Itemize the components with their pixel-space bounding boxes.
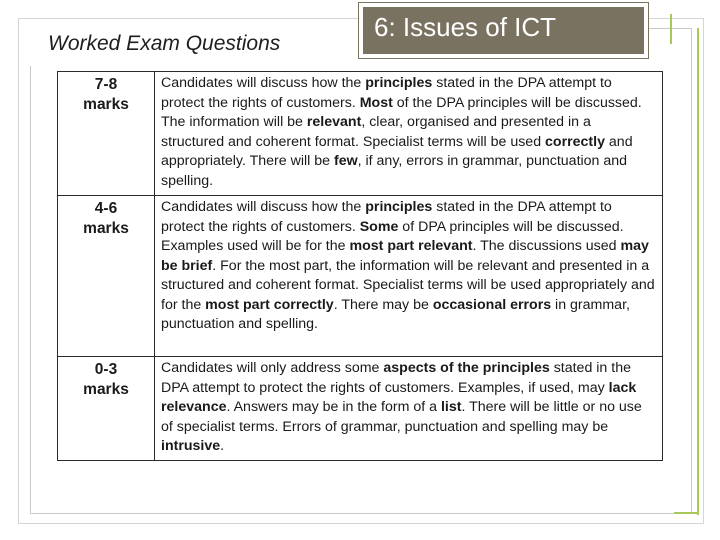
- emphasis-text: correctly: [545, 133, 605, 150]
- emphasis-text: Most: [359, 94, 393, 111]
- emphasis-text: occasional errors: [432, 296, 552, 313]
- description-text: . The discussions used: [472, 238, 621, 254]
- emphasis-text: may be brief: [161, 238, 649, 274]
- grade-cell: [58, 357, 155, 461]
- emphasis-text: relevant: [306, 114, 362, 130]
- emphasis-text: lack relevance: [161, 379, 637, 415]
- description-text: , if any, errors in grammar, punctuation and spelling.: [161, 153, 628, 189]
- grade-score: 7-8: [94, 76, 118, 93]
- grade-unit: marks: [83, 96, 129, 113]
- emphasis-text: aspects of the principles: [383, 360, 550, 376]
- description-text: . There will be little or no use of specialist terms. Errors of grammar, punctuation and spelling may be: [161, 399, 642, 435]
- slide-title-box: [359, 3, 648, 58]
- emphasis-text: most part correctly: [205, 296, 334, 313]
- grade-score: 0-3: [94, 361, 118, 378]
- table-row: [58, 72, 663, 196]
- grade-unit: marks: [83, 381, 129, 398]
- grade-score: 4-6: [94, 200, 118, 217]
- emphasis-text: few: [333, 153, 358, 169]
- description-cell: [155, 196, 663, 357]
- emphasis-text: intrusive: [161, 438, 221, 454]
- grade-unit: marks: [83, 220, 129, 237]
- description-text: of the DPA principles will be discussed. The information will be: [161, 94, 642, 130]
- green-accent-tick: [670, 14, 672, 44]
- green-accent-corner: [674, 512, 699, 514]
- table-row: [58, 357, 663, 461]
- emphasis-text: Some: [359, 218, 399, 235]
- slide-subtitle: Worked Exam Questions: [48, 32, 281, 55]
- emphasis-text: most part relevant: [349, 238, 473, 254]
- emphasis-text: principles: [365, 199, 433, 215]
- description-text: Candidates will discuss how the: [161, 75, 366, 91]
- table-row: [58, 196, 663, 357]
- description-cell: [155, 72, 663, 196]
- description-text: . There may be: [333, 296, 433, 313]
- description-text: . For the most part, the information will be relevant and presented in a structured and coherent format. Specialist terms will be used appropriately and for the: [161, 257, 655, 313]
- description-text: .: [220, 438, 225, 454]
- description-text: and appropriately. There will be: [161, 133, 633, 169]
- description-text: in grammar, punctuation and spelling.: [161, 296, 630, 332]
- grade-cell: [58, 196, 155, 357]
- description-text: , clear, organised and presented in a structured and coherent format. Specialist terms will be used: [161, 114, 591, 150]
- grade-cell: [58, 72, 155, 196]
- slide-title: 6: Issues of ICT: [374, 12, 557, 42]
- description-text: stated in the DPA attempt to protect the rights of customers.: [161, 75, 612, 111]
- description-text: stated in the DPA attempt to protect the rights of customers. Examples, if used, may: [161, 360, 631, 396]
- mark-scheme-table: [57, 71, 663, 461]
- description-text: Candidates will discuss how the: [161, 199, 366, 215]
- description-cell: [155, 357, 663, 461]
- emphasis-text: list: [440, 399, 462, 415]
- description-text: Candidates will only address some: [161, 360, 384, 376]
- description-text: . Answers may be in the form of a: [226, 399, 441, 415]
- green-accent-stripe: [697, 28, 699, 515]
- description-text: stated in the DPA attempt to protect the rights of customers.: [161, 199, 612, 235]
- emphasis-text: principles: [365, 75, 433, 91]
- description-text: of DPA principles will be discussed. Examples used will be for the: [161, 218, 624, 254]
